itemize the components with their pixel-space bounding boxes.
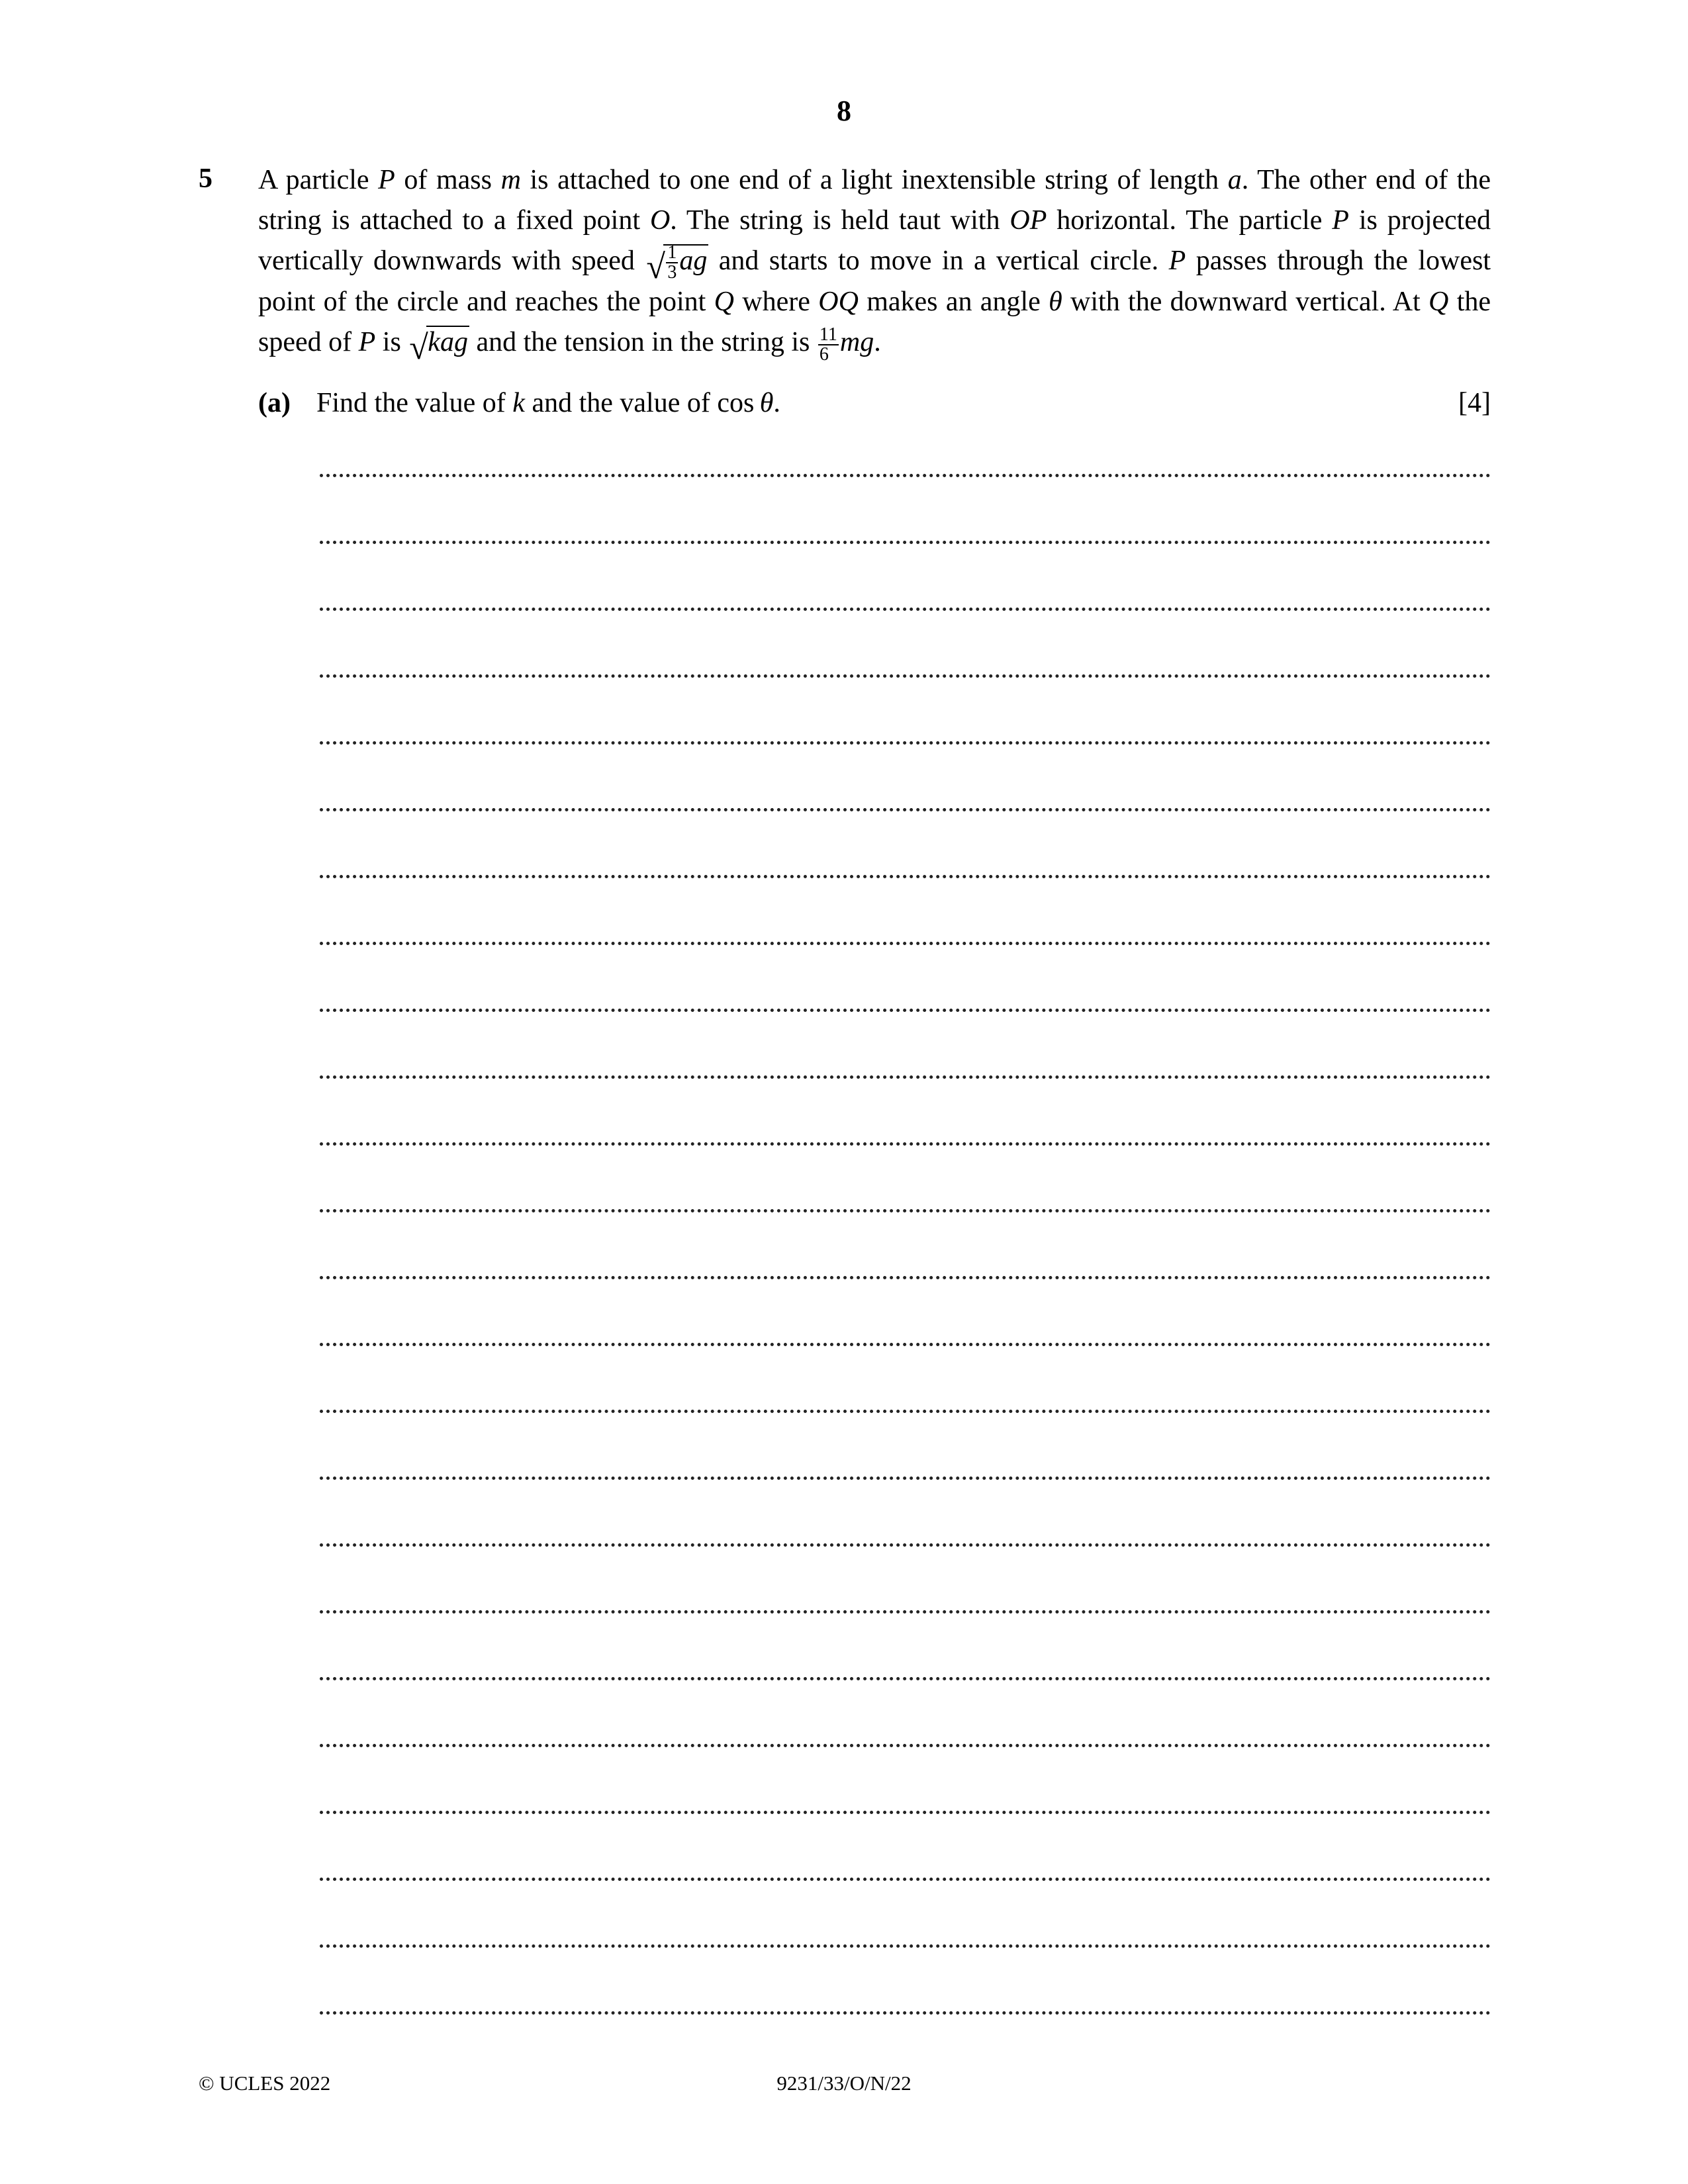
answer-line[interactable] xyxy=(320,1279,1491,1346)
page-number: 8 xyxy=(837,95,851,127)
answer-line[interactable] xyxy=(320,1547,1491,1614)
answer-line[interactable] xyxy=(320,945,1491,1012)
tension-fraction: $\frac{11}{6}$ xyxy=(819,324,837,365)
part-a-marks: [4] xyxy=(1458,388,1491,418)
answer-line[interactable] xyxy=(320,1212,1491,1279)
initial-speed-expression: √ $\frac{1}{3}$ ag xyxy=(646,242,708,287)
answer-line[interactable] xyxy=(320,1614,1491,1680)
answer-line[interactable] xyxy=(320,1747,1491,1814)
answer-line[interactable] xyxy=(320,1814,1491,1881)
footer-paper-code: 9231/33/O/N/22 xyxy=(776,2071,912,2095)
answer-line[interactable] xyxy=(320,878,1491,945)
answer-line[interactable] xyxy=(320,477,1491,544)
answer-line[interactable] xyxy=(320,611,1491,678)
question-text: A particle P of mass m is attached to one end of a light inextensible string of length a. The other end of the string is attached to a fixed point O. The string is held taut with OP horizontal. The particle P is projected vertically downwards with speed √ $\frac{1}{3}$ ag and starts to move in a vertical circle. P passes through the lowest point of the circle and reaches the point Q where OQ makes an angle θ with the downward vertical. At Q the speed of P is √ kag and the tension in the string is $\frac{11}{6}$ mg. xyxy=(258,165,1491,367)
answer-line[interactable] xyxy=(320,1146,1491,1212)
fraction-one-third: $\frac{1}{3}$ xyxy=(667,242,677,283)
answer-line[interactable] xyxy=(320,1680,1491,1747)
answer-line[interactable] xyxy=(320,811,1491,878)
answer-line[interactable] xyxy=(320,1480,1491,1547)
answer-line[interactable] xyxy=(320,1346,1491,1413)
answer-line[interactable] xyxy=(320,745,1491,811)
question-number: 5 xyxy=(199,163,212,194)
answer-line[interactable] xyxy=(320,678,1491,745)
answer-line[interactable] xyxy=(320,544,1491,611)
radical-sign-icon: √ xyxy=(409,329,428,367)
answer-line[interactable] xyxy=(320,1079,1491,1146)
radical-sign-icon: √ xyxy=(646,248,665,287)
answer-line[interactable] xyxy=(320,1881,1491,1948)
answer-line[interactable] xyxy=(320,1948,1491,2015)
footer-copyright: © UCLES 2022 xyxy=(199,2071,331,2095)
answer-line[interactable] xyxy=(320,1012,1491,1079)
answer-line[interactable] xyxy=(320,1413,1491,1480)
part-a-text: Find the value of k and the value of cos θ. xyxy=(316,388,780,418)
answer-lines[interactable] xyxy=(320,474,1491,2015)
speed-at-q-expression: √ kag xyxy=(409,327,468,367)
part-a-label: (a) xyxy=(258,388,291,418)
